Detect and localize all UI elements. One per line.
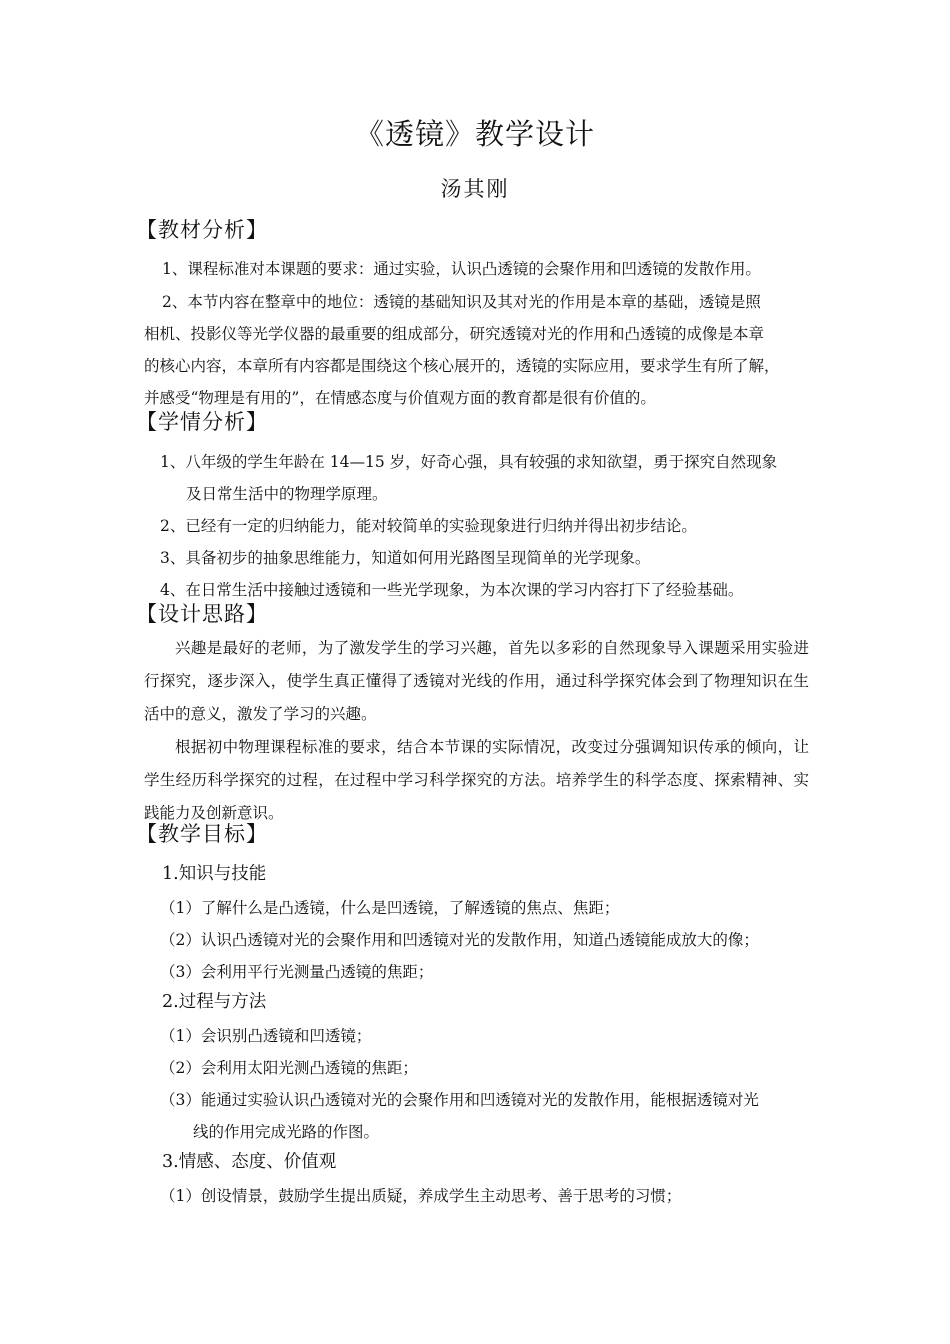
material-paragraph-2-line-3: 的核心内容，本章所有内容都是围绕这个核心展开的，透镜的实际应用，要求学生有所了解，: [144, 357, 780, 375]
material-paragraph-2-line-2: 相机、投影仪等光学仪器的最重要的组成部分，研究透镜对光的作用和凸透镜的成像是本章: [144, 325, 765, 343]
design-paragraph-1: 兴趣是最好的老师，为了激发学生的学习兴趣，首先以多彩的自然现象导入课题采用实验进行探究，逐步深入，使学生真正懂得了透镜对光线的作用，通过科学探究体会到了物理知识在生活中的意义，激发了学习的兴趣。: [144, 639, 809, 723]
student-item-2: 2、已经有一定的归纳能力，能对较简单的实验现象进行归纳并得出初步结论。: [160, 517, 697, 535]
goal-emotion-attitude-values: 3.情感、态度、价值观: [162, 1152, 337, 1172]
goal-process-method: 2.过程与方法: [162, 992, 267, 1012]
document-title: 《透镜》教学设计: [354, 117, 595, 151]
material-paragraph-1: 1、课程标准对本课题的要求：通过实验，认识凸透镜的会聚作用和凹透镜的发散作用。: [162, 260, 761, 278]
heading-teaching-goals: 【教学目标】: [136, 822, 268, 846]
student-item-4: 4、在日常生活中接触过透镜和一些光学现象，为本次课的学习内容打下了经验基础。: [160, 581, 744, 599]
goal-3-item-1: （1）创设情景，鼓励学生提出质疑，养成学生主动思考、善于思考的习惯；: [160, 1187, 682, 1205]
heading-material-analysis: 【教材分析】: [136, 218, 268, 242]
goal-1-item-1: （1）了解什么是凸透镜，什么是凹透镜，了解透镜的焦点、焦距；: [160, 899, 620, 917]
student-item-1-line-1: 1、八年级的学生年龄在 14—15 岁，好奇心强，具有较强的求知欲望，勇于探究自然现象: [160, 453, 778, 471]
goal-2-item-2: （2）会利用太阳光测凸透镜的焦距；: [160, 1059, 418, 1077]
material-paragraph-2-line-1: 2、本节内容在整章中的地位：透镜的基础知识及其对光的作用是本章的基础，透镜是照: [162, 293, 761, 311]
goal-2-item-3-line-1: （3）能通过实验认识凸透镜对光的会聚作用和凹透镜对光的发散作用，能根据透镜对光: [160, 1091, 759, 1109]
design-paragraph-2: 根据初中物理课程标准的要求，结合本节课的实际情况，改变过分强调知识传承的倾向，让学生经历科学探究的过程，在过程中学习科学探究的方法。培养学生的科学态度、探索精神、实践能力及创新意识。: [144, 738, 809, 822]
student-item-1-line-2: 及日常生活中的物理学原理。: [186, 485, 388, 503]
goal-2-item-1: （1）会识别凸透镜和凹透镜；: [160, 1027, 372, 1045]
goal-2-item-3-line-2: 线的作用完成光路的作图。: [193, 1123, 380, 1141]
document-author: 汤其刚: [440, 177, 510, 201]
material-paragraph-2-line-4: 并感受“物理是有用的”，在情感态度与价值观方面的教育都是很有价值的。: [144, 389, 656, 407]
heading-student-analysis: 【学情分析】: [136, 410, 268, 434]
goal-knowledge-skills: 1.知识与技能: [162, 864, 267, 884]
student-item-3: 3、具备初步的抽象思维能力，知道如何用光路图呈现简单的光学现象。: [160, 549, 651, 567]
goal-1-item-3: （3）会利用平行光测量凸透镜的焦距；: [160, 963, 434, 981]
goal-1-item-2: （2）认识凸透镜对光的会聚作用和凹透镜对光的发散作用，知道凸透镜能成放大的像；: [160, 931, 759, 949]
heading-design-idea: 【设计思路】: [136, 602, 268, 626]
